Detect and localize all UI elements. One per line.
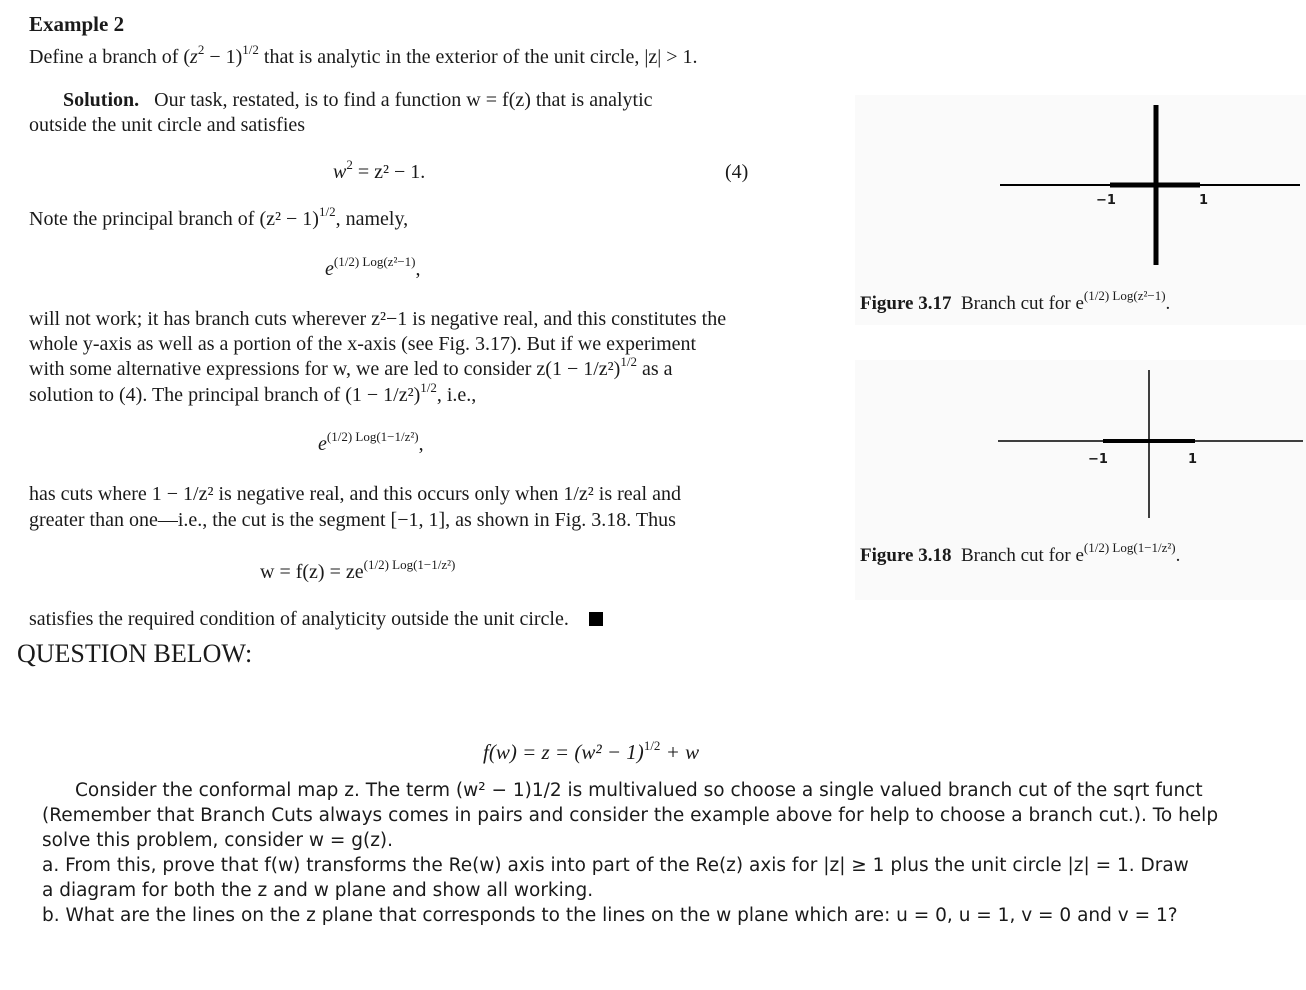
- figure-3-17-diagram: [855, 95, 1306, 325]
- question-formula: $f(w) = z = (w^2 - 1)^{1/2} + w$: [483, 738, 700, 764]
- paragraph-2-line-2: greater than one—i.e., the cut is the segment [−1, 1], as shown in Fig. 3.18. Thus: [29, 509, 676, 531]
- figure-3-18-caption: Figure 3.18 Branch cut for $e^{(1/2) Log(1-1/z^2)}$.: [860, 540, 1181, 566]
- tick-label-one: 1: [1199, 193, 1209, 208]
- note-principal-branch: Note the principal branch of $(z^2 - 1)^{1/2}$, namely,: [29, 204, 409, 230]
- question-line-1: Consider the conformal map z. The term (w² − 1)1/2 is multivalued so choose a single valued branch cut of the sqrt funct: [75, 780, 1203, 801]
- expression-2: $e^{(1/2) Log(1-1/z^2)}$,: [318, 429, 424, 455]
- paragraph-1-line-1: will not work; it has branch cuts wherever z²−1 is negative real, and this constitutes the: [29, 308, 727, 330]
- question-part-a-line-1: a. From this, prove that f(w) transforms the Re(w) axis into part of the Re(z) axis for |z| ≥ 1 plus the unit circle |z| = 1. Draw: [42, 855, 1189, 876]
- final-equation: $w = f(z) = ze^{(1/2) Log(1-1/z^2)}$: [260, 557, 456, 583]
- solution-line-2: outside the unit circle and satisfies: [29, 114, 306, 136]
- conclusion: satisfies the required condition of analyticity outside the unit circle.: [29, 607, 603, 632]
- figure-3-17: [855, 95, 1306, 325]
- question-part-b: b. What are the lines on the z plane that corresponds to the lines on the w plane which are: u = 0, u = 1, v = 0 and v = 1?: [42, 905, 1178, 926]
- question-part-a-line-2: a diagram for both the z and w plane and show all working.: [42, 880, 594, 901]
- equation-4-number: (4): [725, 161, 749, 183]
- equation-4: $w^2 = z^2 - 1$.: [333, 157, 426, 183]
- example-statement: Define a branch of $(z^2 - 1)^{1/2}$ that is analytic in the exterior of the unit circle, |z| > 1.: [29, 42, 698, 68]
- solution-line-1: Solution. Our task, restated, is to find a function w = f(z) that is analytic: [63, 89, 653, 111]
- tick-label-one: 1: [1188, 452, 1198, 467]
- figure-3-18: [855, 360, 1306, 600]
- figure-3-17-caption: Figure 3.17 Branch cut for $e^{(1/2) Log(z^2-1)}$.: [860, 288, 1171, 314]
- paragraph-1-line-2: whole y-axis as well as a portion of the x-axis (see Fig. 3.17). But if we experiment: [29, 333, 697, 355]
- paragraph-1-line-3: with some alternative expressions for w, we are led to consider $z(1 - 1/z^2)^{1/2}$ as a: [29, 354, 673, 380]
- tick-label-neg-one: −1: [1096, 193, 1116, 208]
- expression-1: $e^{(1/2) Log(z^2-1)}$,: [325, 254, 421, 280]
- paragraph-1-line-4: solution to (4). The principal branch of $(1 - 1/z^2)^{1/2}$, i.e.,: [29, 380, 477, 406]
- paragraph-2-line-1: has cuts where 1 − 1/z² is negative real, and this occurs only when 1/z² is real and: [29, 483, 681, 505]
- example-heading: Example 2: [29, 12, 125, 36]
- question-line-2: (Remember that Branch Cuts always comes in pairs and consider the example above for help to choose a branch cut.). To help: [42, 805, 1219, 826]
- end-of-proof-square: [589, 612, 603, 626]
- tick-label-neg-one: −1: [1088, 452, 1108, 467]
- question-header: QUESTION BELOW:: [17, 639, 253, 668]
- question-line-3: solve this problem, consider w = g(z).: [42, 830, 394, 851]
